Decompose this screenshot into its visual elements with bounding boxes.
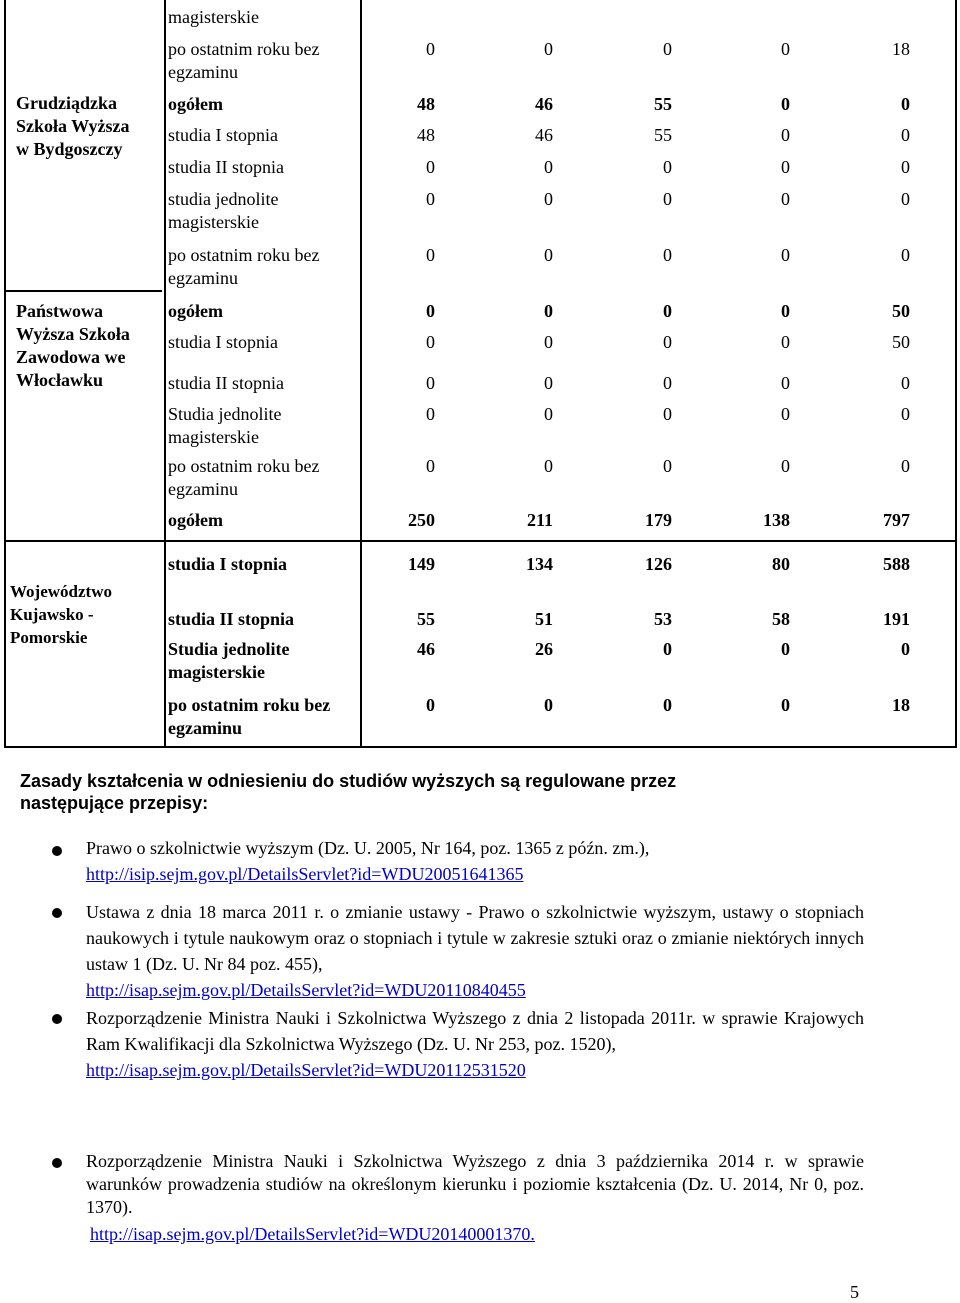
table-cell: 0	[544, 695, 553, 715]
table-cell: 0	[781, 245, 790, 265]
regulation-link[interactable]: http://isap.sejm.gov.pl/DetailsServlet?id=WDU20112531520	[86, 1060, 526, 1080]
regulation-link[interactable]: http://isap.sejm.gov.pl/DetailsServlet?id=WDU20140001370.	[90, 1224, 535, 1244]
table-cell: 0	[781, 39, 790, 59]
bullet-icon	[52, 1014, 62, 1024]
table-cell: 18	[892, 695, 910, 715]
table-cell: 46	[535, 125, 553, 145]
table-cell: 48	[417, 125, 435, 145]
table-cell: 0	[663, 245, 672, 265]
table-cell: 0	[781, 373, 790, 393]
table-cell: 0	[426, 456, 435, 476]
table-cell: 0	[663, 373, 672, 393]
table-cell: 51	[535, 609, 553, 629]
table-cell: 53	[654, 609, 672, 629]
table-cell: 191	[883, 609, 910, 629]
table-cell: 0	[544, 157, 553, 177]
table-cell: 211	[526, 510, 553, 530]
table-cell: 0	[781, 125, 790, 145]
table-cell: 48	[417, 94, 435, 114]
table-row	[360, 156, 920, 180]
table-row	[360, 553, 920, 577]
table-cell: 0	[901, 373, 910, 393]
table-cell: 0	[901, 125, 910, 145]
table-cell: 0	[426, 332, 435, 352]
table-row	[360, 694, 920, 718]
row-label: po ostatnim roku bez egzaminu	[168, 695, 331, 738]
table-cell: 0	[663, 189, 672, 209]
bullet-icon	[52, 908, 62, 918]
row-label: studia II stopnia	[168, 157, 284, 177]
table-cell: 55	[654, 94, 672, 114]
table-cell: 0	[544, 332, 553, 352]
row-label: Studia jednolite magisterskie	[168, 639, 290, 682]
regulation-item	[86, 1150, 864, 1246]
table-cell: 80	[772, 554, 790, 574]
row-label: studia I stopnia	[168, 125, 278, 145]
regulation-item	[86, 899, 864, 1003]
table-cell: 0	[663, 39, 672, 59]
table-cell: 0	[901, 456, 910, 476]
table-cell: 179	[645, 510, 672, 530]
row-label: po ostatnim roku bez egzaminu	[168, 456, 320, 499]
row-label: po ostatnim roku bez egzaminu	[168, 39, 320, 82]
table-cell: 26	[535, 639, 553, 659]
row-label: po ostatnim roku bez egzaminu	[168, 245, 320, 288]
table-cell: 0	[781, 695, 790, 715]
table-row	[360, 300, 920, 324]
row-label: magisterskie	[168, 7, 259, 27]
table-row	[360, 188, 920, 212]
row-label: studia I stopnia	[168, 332, 278, 352]
table-row	[360, 608, 920, 632]
table-cell: 0	[901, 639, 910, 659]
regulation-link[interactable]: http://isip.sejm.gov.pl/DetailsServlet?id=WDU20051641365	[86, 864, 524, 884]
table-cell: 0	[426, 245, 435, 265]
table-cell: 58	[772, 609, 790, 629]
row-label: ogółem	[168, 301, 223, 321]
table-cell: 0	[663, 332, 672, 352]
table-cell: 0	[663, 639, 672, 659]
table-cell: 0	[544, 189, 553, 209]
row-label: studia II stopnia	[168, 609, 295, 629]
table-cell: 50	[892, 301, 910, 321]
table-cell: 46	[535, 94, 553, 114]
table-cell: 46	[417, 639, 435, 659]
regulation-text: Prawo o szkolnictwie wyższym (Dz. U. 2005, Nr 164, poz. 1365 z późn. zm.),	[86, 838, 650, 858]
table-cell: 0	[426, 157, 435, 177]
bullet-icon	[52, 846, 62, 856]
table-cell: 0	[663, 157, 672, 177]
row-label: ogółem	[168, 94, 223, 114]
table-cell: 126	[645, 554, 672, 574]
table-row	[360, 455, 920, 479]
table-cell: 0	[663, 301, 672, 321]
table-cell: 588	[883, 554, 910, 574]
table-cell: 50	[892, 332, 910, 352]
section-heading: Zasady kształcenia w odniesieniu do studiów wyższych są regulowane przez następujące przepisy:	[20, 771, 677, 813]
table-cell: 0	[781, 404, 790, 424]
table-cell: 0	[544, 39, 553, 59]
row-divider	[6, 290, 162, 292]
row-label: studia jednolite magisterskie	[168, 189, 279, 232]
regulation-text: Rozporządzenie Ministra Nauki i Szkolnictwa Wyższego z dnia 2 listopada 2011r. w sprawie Krajowych Ram Kwalifikacji dla Szkolnictwa Wyższego (Dz. U. Nr 253, poz. 1520),	[86, 1008, 864, 1054]
university-name: Grudziądzka Szkoła Wyższa w Bydgoszczy	[16, 93, 130, 159]
table-cell: 0	[544, 373, 553, 393]
table-cell: 134	[526, 554, 553, 574]
regulation-link[interactable]: http://isap.sejm.gov.pl/DetailsServlet?id=WDU20110840455	[86, 980, 526, 1000]
table-cell: 0	[426, 404, 435, 424]
table-row	[360, 331, 920, 355]
table-cell: 0	[781, 301, 790, 321]
table-cell: 0	[544, 404, 553, 424]
table-cell: 18	[892, 39, 910, 59]
table-cell: 138	[763, 510, 790, 530]
table-cell: 0	[663, 695, 672, 715]
table-row	[360, 244, 920, 268]
table-cell: 0	[781, 94, 790, 114]
table-cell: 0	[901, 245, 910, 265]
table-cell: 0	[426, 189, 435, 209]
table-row	[360, 124, 920, 148]
table-cell: 797	[883, 510, 910, 530]
row-label: studia I stopnia	[168, 554, 288, 574]
row-label: ogółem	[168, 510, 223, 530]
table-cell: 0	[663, 404, 672, 424]
table-row	[360, 509, 920, 533]
page-number: 5	[850, 1282, 859, 1302]
table-cell: 0	[901, 94, 910, 114]
regulation-text: Rozporządzenie Ministra Nauki i Szkolnictwa Wyższego z dnia 3 października 2014 r. w sprawie warunków prowadzenia studiów na określonym kierunku i poziomie kształcenia (Dz. U. 2014, Nr 0, poz. 1370).	[86, 1151, 864, 1217]
table-cell: 55	[654, 125, 672, 145]
table-cell: 0	[426, 373, 435, 393]
table-cell: 55	[417, 609, 435, 629]
table-cell: 0	[781, 332, 790, 352]
bullet-icon	[52, 1158, 62, 1168]
university-name: Państwowa Wyższa Szkoła Zawodowa we Włocławku	[16, 301, 130, 390]
table-cell: 0	[663, 456, 672, 476]
table-cell: 0	[544, 301, 553, 321]
column-divider	[164, 0, 166, 746]
table-cell: 0	[544, 456, 553, 476]
table-row	[360, 93, 920, 117]
table-cell: 0	[901, 404, 910, 424]
table-cell: 0	[901, 157, 910, 177]
row-divider	[6, 540, 955, 542]
table-cell: 0	[426, 39, 435, 59]
regulation-item	[86, 1005, 864, 1083]
region-name: Województwo Kujawsko - Pomorskie	[10, 582, 112, 647]
table-cell: 0	[426, 695, 435, 715]
table-row	[360, 38, 920, 62]
table-row	[360, 638, 920, 662]
row-label: studia II stopnia	[168, 373, 284, 393]
table-cell: 0	[901, 189, 910, 209]
row-label: Studia jednolite magisterskie	[168, 404, 282, 447]
regulation-text: Ustawa z dnia 18 marca 2011 r. o zmianie ustawy - Prawo o szkolnictwie wyższym, ustawy o stopniach naukowych i tytule naukowym oraz o stopniach i tytule w zakresie sztuki oraz o zmianie niektórych innych ustaw 1 (Dz. U. Nr 84 poz. 455),	[86, 902, 864, 974]
table-cell: 0	[544, 245, 553, 265]
table-cell: 0	[426, 301, 435, 321]
table-cell: 0	[781, 639, 790, 659]
table-row	[360, 372, 920, 396]
table-cell: 0	[781, 157, 790, 177]
table-cell: 0	[781, 189, 790, 209]
regulation-item	[86, 835, 864, 887]
table-cell: 0	[781, 456, 790, 476]
table-cell: 250	[408, 510, 435, 530]
table-row	[360, 403, 920, 427]
table-cell: 149	[408, 554, 435, 574]
